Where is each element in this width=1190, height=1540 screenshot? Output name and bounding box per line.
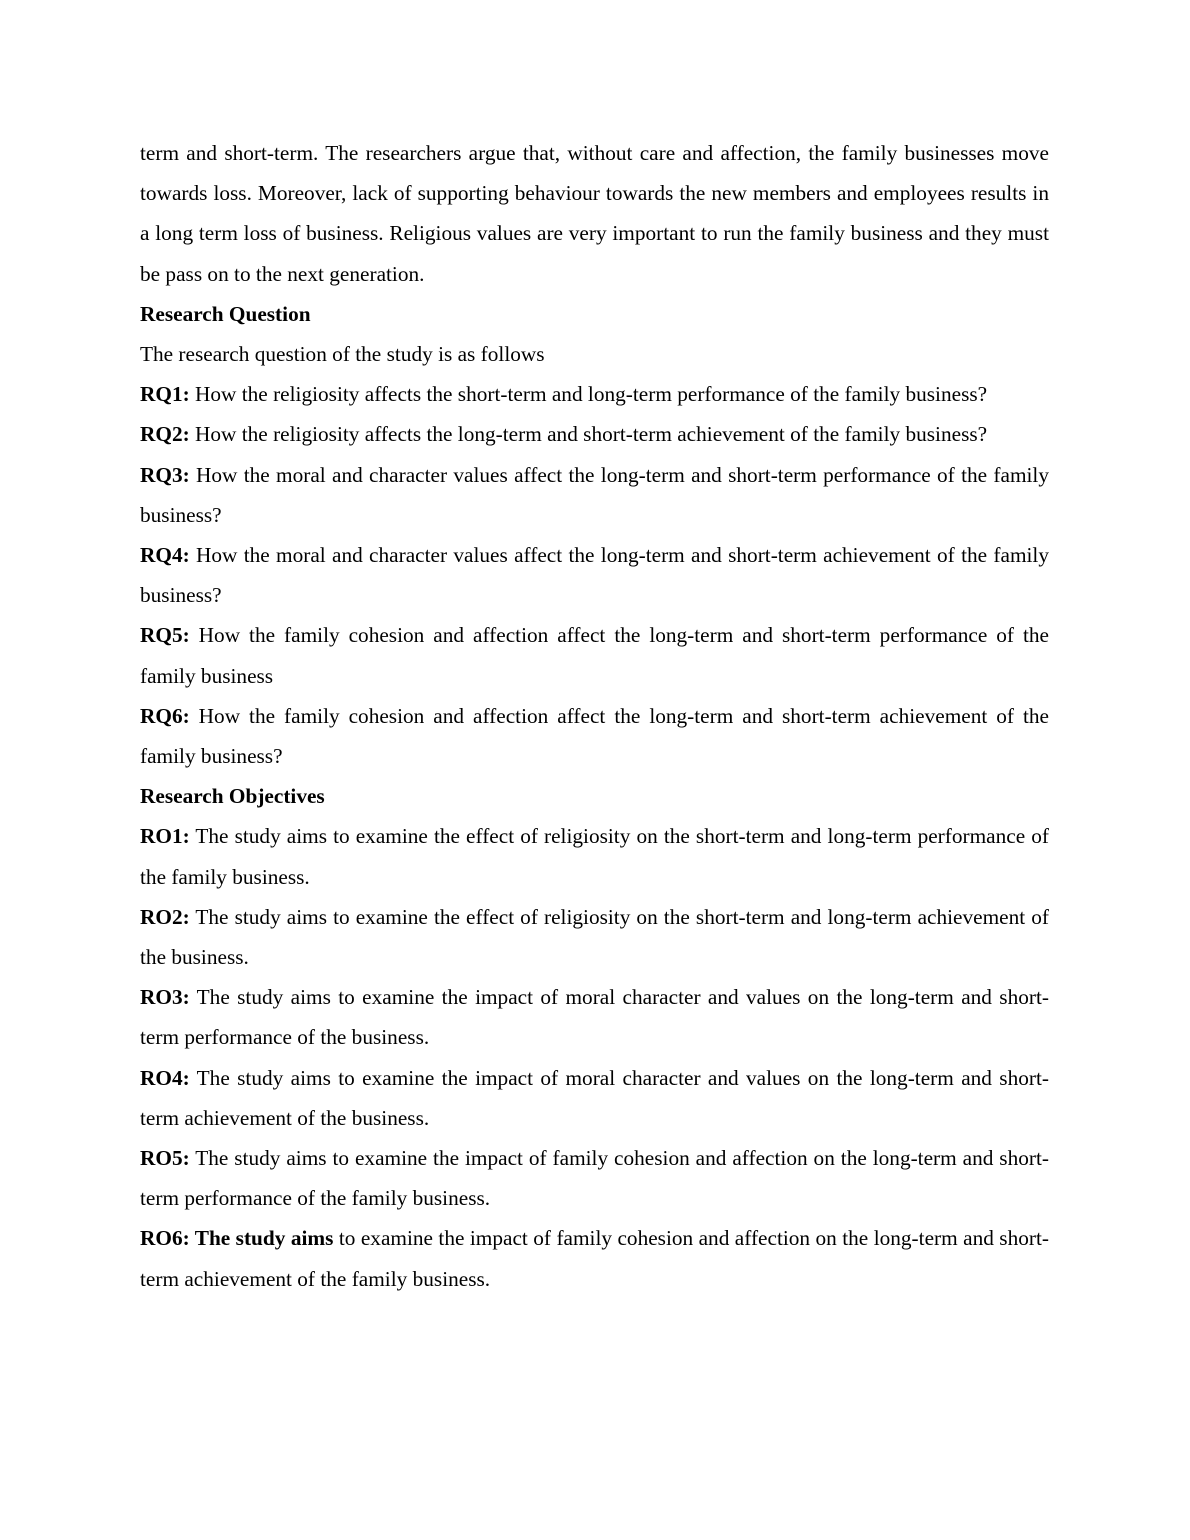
ro2-text: The study aims to examine the effect of religiosity on the short-term and long-term achievement of the business. [140, 904, 1049, 970]
rq4-label: RQ4: [140, 543, 190, 568]
intro-paragraph: term and short-term. The researchers argue that, without care and affection, the family businesses move towards loss. Moreover, lack of supporting behaviour towards the new members and employees results in a long term loss of business. Religious values are very important to run the family business and they must be pass on to the next generation. [140, 141, 1049, 286]
rq4-text: How the moral and character values affect the long-term and short-term achievement of the family business? [140, 543, 1049, 608]
ro2-item [140, 897, 1049, 977]
rq2-text: How the religiosity affects the long-term and short-term achievement of the family business? [189, 422, 988, 447]
rq1-text: How the religiosity affects the short-term and long-term performance of the family business? [189, 382, 988, 407]
ro6-item [140, 1218, 1049, 1298]
ro1-text: The study aims to examine the effect of religiosity on the short-term and long-term performance of the family business. [140, 824, 1049, 889]
ro3-text: The study aims to examine the impact of moral character and values on the long-term and short-term performance of the business. [140, 985, 1049, 1050]
ro2-label: RO2: [140, 904, 190, 929]
rq6-label: RQ6: [140, 703, 190, 728]
rq6-item [140, 696, 1049, 776]
ro6-label: RO6: The study aims [140, 1226, 334, 1251]
ro5-item [140, 1138, 1049, 1218]
ro4-label: RO4: [140, 1065, 190, 1090]
rq6-text: How the family cohesion and affection affect the long-term and short-term achievement of the family business? [140, 703, 1049, 769]
ro5-text: The study aims to examine the impact of family cohesion and affection on the long-term and short-term performance of the family business. [140, 1146, 1049, 1211]
ro4-text: The study aims to examine the impact of moral character and values on the long-term and short-term achievement of the business. [140, 1065, 1049, 1130]
rq3-item [140, 455, 1049, 535]
ro6-text: to examine the impact of family cohesion and affection on the long-term and short-term achievement of the family business. [140, 1226, 1049, 1291]
research-objectives-heading: Research Objectives [140, 784, 325, 809]
rq5-item [140, 615, 1049, 695]
ro1-item [140, 816, 1049, 896]
document-page [140, 133, 1049, 1299]
research-question-intro: The research question of the study is as follows [140, 342, 545, 367]
rq5-text: How the family cohesion and affection affect the long-term and short-term performance of the family business [140, 623, 1049, 688]
ro1-label: RO1: [140, 824, 190, 849]
rq5-label: RQ5: [140, 623, 190, 648]
rq2-label: RQ2: [140, 422, 190, 447]
rq3-label: RQ3: [140, 462, 190, 487]
ro4-item [140, 1058, 1049, 1138]
rq2-item [140, 414, 1049, 454]
rq1-label: RQ1: [140, 382, 190, 407]
ro5-label: RO5: [140, 1146, 190, 1171]
ro3-label: RO3: [140, 985, 190, 1010]
rq1-item [140, 374, 1049, 414]
ro3-item [140, 977, 1049, 1057]
research-question-heading: Research Question [140, 301, 311, 326]
rq4-item [140, 535, 1049, 615]
rq3-text: How the moral and character values affect the long-term and short-term performance of the family business? [140, 462, 1049, 527]
